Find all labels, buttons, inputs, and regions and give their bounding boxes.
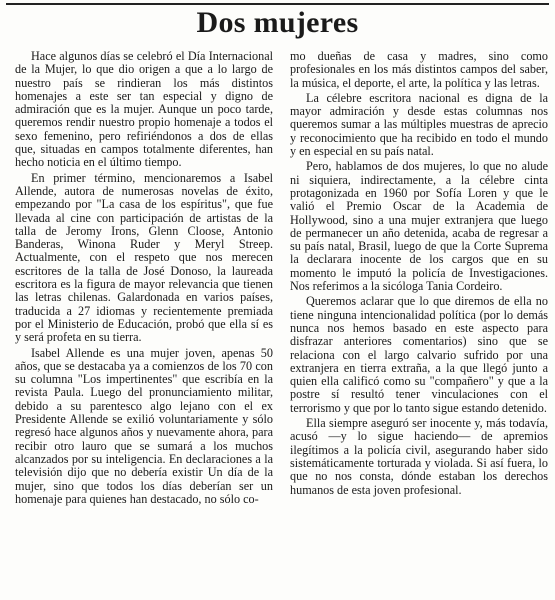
right-column	[290, 50, 548, 600]
paragraph: Hace algunos días se celebró el Día Internacional de la Mujer, lo que dio origen a que a lo largo de nuestro país se rindieran los más distintos homenajes a este ser tan especial y digno de admiración que es la mujer. Aunque un poco tarde, queremos rendir nuestro propio homenaje a todos el sexo femenino, pero refiriéndonos a dos de ellas que, situadas en campos totalmente diferentes, han hecho noticia en el último tiempo.	[15, 50, 273, 170]
paragraph: Ella siempre aseguró ser inocente y, más todavía, acusó —y lo sigue haciendo— de apremios ilegítimos a la policía civil, asegurando haber sido sistemáticamente torturada y violada. Si así fuera, lo que no nos consta, dónde estaban los derechos humanos de esta joven profesional.	[290, 416, 548, 497]
paragraph: Pero, hablamos de dos mujeres, lo que no alude ni siquiera, indirectamente, a la célebre cinta protagonizada en 1960 por Sofía Loren y que le valió el Premio Oscar de la Academia de Hollywood, sino a una mujer extranjera que luego de permanecer un año detenida, acaba de regresar a su país natal, Brasil, luego de que la Corte Suprema la declarara inocente de los cargos que en su momento le imputó la policía de Investigaciones. Nos referimos a la sicóloga Tania Cordeiro.	[290, 159, 548, 294]
article-title: Dos mujeres	[196, 6, 359, 39]
paragraph: La célebre escritora nacional es digna de la mayor admiración y desde estas columnas nos queremos sumar a las múltiples muestras de aprecio y reconocimiento que ha recibido en todo el mundo y en especial en su país natal.	[290, 90, 548, 159]
paragraph: En primer término, mencionaremos a Isabel Allende, autora de numerosas novelas de éxito, empezando por "La casa de los espíritus", que fue llevada al cine con participación de artistas de la talla de Jeromy Irons, Glenn Cloose, Antonio Banderas, Winona Ruder y Meryl Streep. Actualmente, con el respeto que nos merecen escritores de la talla de José Donoso, la laureada escritora es la figura de mayor relevancia que tienen las letras chilenas. Galardonada en varios países, traducida a 27 idiomas y recientemente premiada por el Ministerio de Educación, probó que ella sí es y será profeta en su tierra.	[15, 170, 273, 345]
paragraph-continuation: mo dueñas de casa y madres, sino como profesionales en los más distintos campos del saber, la música, el deporte, el arte, la política y las letras.	[290, 50, 548, 90]
top-rule	[6, 3, 549, 5]
paragraph: Queremos aclarar que lo que diremos de ella no tiene ninguna intencionalidad política (por lo demás nunca nos hemos basado en este aspecto para disfrazar anteriores comentarios) sino que se relaciona con el largo calvario sufrido por una extranjera en tierra extraña, a la que llegó junto a quien ella calificó como su "compañero" y que a la postre sí resultó tener vinculaciones con el terrorismo y que por lo tanto sigue estando detenido.	[290, 294, 548, 415]
paragraph: Isabel Allende es una mujer joven, apenas 50 años, que se destacaba ya a comienzos de los 70 con su columna "Los impertinentes" que escribía en la revista Paula. Luego del pronunciamiento militar, debido a su parentesco algo lejano con el ex Presidente Allende se exilió voluntariamente y sólo regresó hace algunos años y nuevamente ahora, para recibir otro lauro que se sumará a los muchos alcanzados por su inteligencia. En declaraciones a la televisión dijo que no debería existir Un día de la mujer, sino que todos los días deberían ser un homenaje para quienes han destacado, no sólo co-	[15, 345, 273, 506]
article-body	[15, 50, 548, 600]
left-column	[15, 50, 273, 600]
